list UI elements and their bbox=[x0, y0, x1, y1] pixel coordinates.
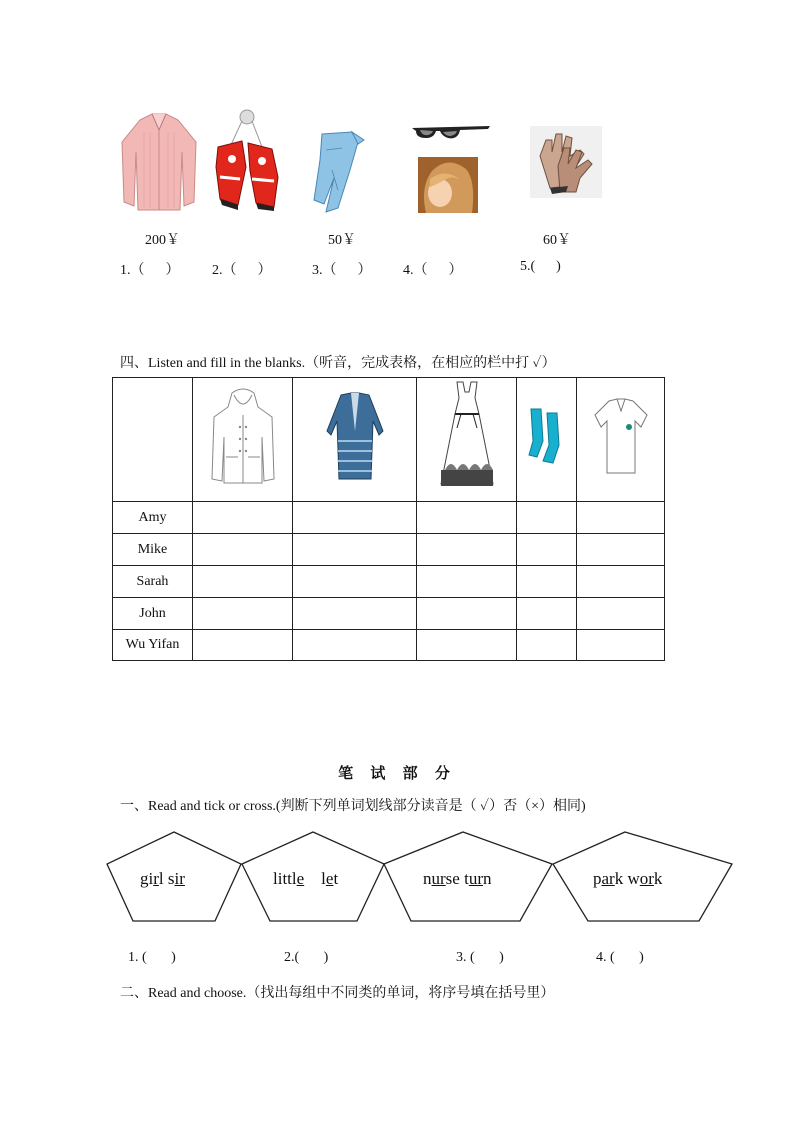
cell[interactable] bbox=[417, 598, 517, 630]
hair-icon bbox=[418, 157, 478, 213]
part1-answer-4[interactable]: 4. ( ) bbox=[596, 950, 644, 965]
cell[interactable] bbox=[517, 630, 577, 661]
cell[interactable] bbox=[517, 534, 577, 566]
blank-3[interactable]: 3.（ ） bbox=[312, 263, 372, 278]
cell[interactable] bbox=[193, 630, 293, 661]
shirt-icon bbox=[118, 112, 200, 212]
cell[interactable] bbox=[193, 502, 293, 534]
word-group-3: nurse turn bbox=[423, 869, 492, 888]
section4-heading: 四、Listen and fill in the blanks.（听音，完成表格，在相应的栏中打 ✓） bbox=[120, 356, 556, 371]
cell[interactable] bbox=[577, 598, 665, 630]
socks-icon bbox=[517, 378, 577, 502]
blank-2[interactable]: 2.（ ） bbox=[212, 263, 272, 278]
row-name-amy: Amy bbox=[113, 502, 193, 534]
cell[interactable] bbox=[293, 566, 417, 598]
cell[interactable] bbox=[417, 630, 517, 661]
cell[interactable] bbox=[577, 534, 665, 566]
cell[interactable] bbox=[417, 566, 517, 598]
blank-5[interactable]: 5.( ) bbox=[520, 259, 561, 274]
cell[interactable] bbox=[577, 566, 665, 598]
row-name-wu-yifan: Wu Yifan bbox=[113, 630, 193, 661]
row-name-sarah: Sarah bbox=[113, 566, 193, 598]
part1-answer-3[interactable]: 3. ( ) bbox=[456, 950, 504, 965]
row-name-john: John bbox=[113, 598, 193, 630]
cell[interactable] bbox=[293, 534, 417, 566]
cell[interactable] bbox=[193, 534, 293, 566]
price-1: 200￥ bbox=[145, 233, 180, 248]
cell[interactable] bbox=[517, 502, 577, 534]
jeans-icon bbox=[312, 130, 367, 215]
dress-icon bbox=[417, 378, 517, 502]
table-corner bbox=[113, 378, 193, 502]
written-part-title: 笔 试 部 分 bbox=[338, 764, 456, 782]
sneakers-icon bbox=[212, 107, 282, 212]
word-group-2: little let bbox=[273, 869, 339, 888]
cell[interactable] bbox=[293, 630, 417, 661]
clothes-table bbox=[112, 377, 665, 661]
cell[interactable] bbox=[193, 598, 293, 630]
cell[interactable] bbox=[577, 502, 665, 534]
row-name-mike: Mike bbox=[113, 534, 193, 566]
cell[interactable] bbox=[193, 566, 293, 598]
part1-answer-2[interactable]: 2.( ) bbox=[284, 950, 329, 965]
price-3: 60￥ bbox=[543, 233, 571, 248]
blank-1[interactable]: 1.（ ） bbox=[120, 263, 180, 278]
cell[interactable] bbox=[293, 502, 417, 534]
tshirt-icon bbox=[577, 378, 665, 502]
sweater-icon bbox=[293, 378, 417, 502]
word-group-1: girl sir bbox=[140, 869, 185, 888]
cell[interactable] bbox=[417, 534, 517, 566]
part2-heading: 二、Read and choose.（找出每组中不同类的单词，将序号填在括号里） bbox=[120, 986, 555, 1001]
cell[interactable] bbox=[417, 502, 517, 534]
blank-4[interactable]: 4.（ ） bbox=[403, 263, 463, 278]
cell[interactable] bbox=[517, 598, 577, 630]
cell[interactable] bbox=[293, 598, 417, 630]
cell[interactable] bbox=[577, 630, 665, 661]
cell[interactable] bbox=[517, 566, 577, 598]
sunglasses-icon bbox=[410, 122, 492, 144]
part1-heading: 一、Read and tick or cross.(判断下列单词划线部分读音是（ ✓）否（×）相同) bbox=[120, 799, 586, 814]
coat-icon bbox=[193, 378, 293, 502]
word-group-4: park work bbox=[593, 869, 663, 888]
part1-answer-1[interactable]: 1. ( ) bbox=[128, 950, 176, 965]
gloves-icon bbox=[530, 126, 602, 198]
price-2: 50￥ bbox=[328, 233, 356, 248]
